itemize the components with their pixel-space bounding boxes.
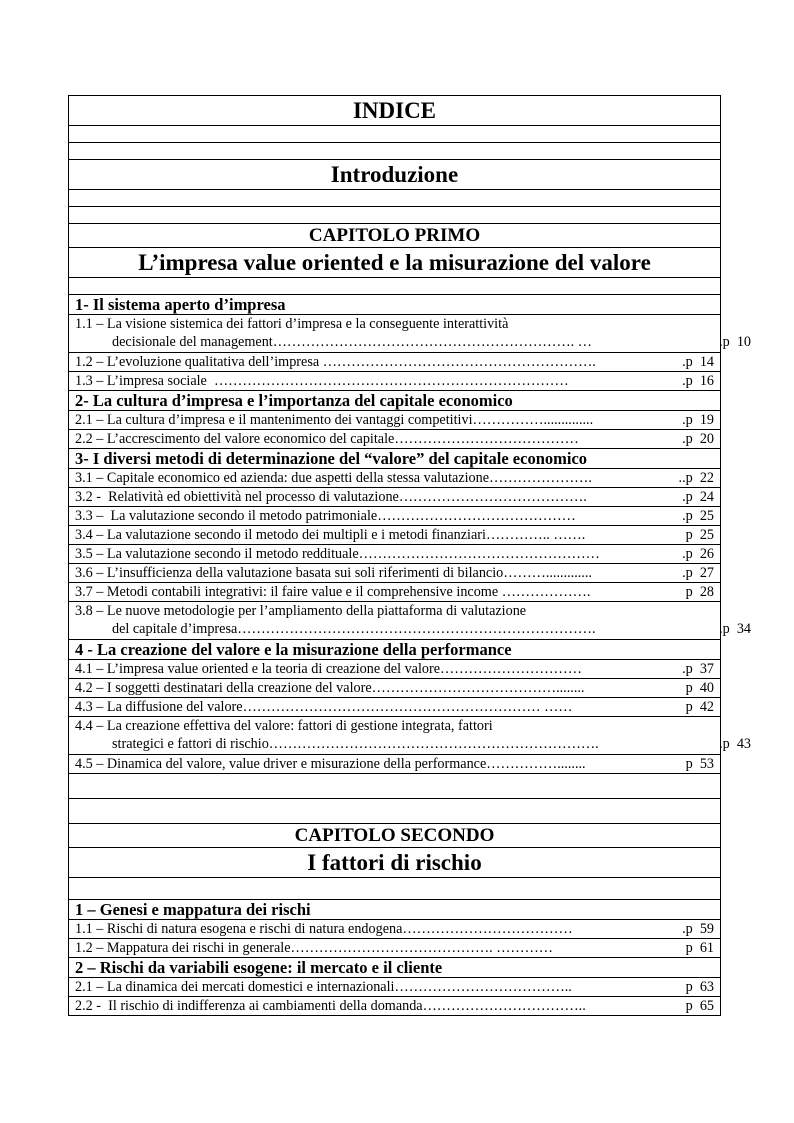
entry-page: .p 27: [682, 564, 714, 581]
entry-page: ..p 22: [678, 469, 714, 486]
toc-entry: [69, 526, 721, 545]
toc-entry: [69, 602, 721, 640]
toc-entry: [69, 755, 721, 774]
toc-entry: [69, 583, 721, 602]
toc-entry: [69, 488, 721, 507]
toc-entry: [69, 315, 721, 353]
chapter-title-row: [69, 848, 721, 878]
table-of-contents: [68, 95, 751, 1016]
entry-page: p 28: [685, 583, 714, 600]
entry-leader: ………………………………….: [398, 488, 587, 505]
entry-title: 3.6 – L’insufficienza della valutazione basata sui soli riferimenti di bilancio: [75, 564, 504, 581]
chapter-title: L’impresa value oriented e la misurazione del valore: [69, 248, 721, 278]
entry-title: 2.2 - Il rischio di indifferenza ai cambiamenti della domanda: [75, 997, 423, 1014]
section-row: [69, 295, 721, 315]
section-title: 2- La cultura d’impresa e l’importanza del capitale economico: [69, 391, 721, 411]
chapter-heading-row: [69, 224, 721, 248]
entry-title: 1.3 – L’impresa sociale: [75, 372, 214, 389]
entry-title: 2.1 – La cultura d’impresa e il mantenimento dei vantaggi competitivi: [75, 411, 473, 428]
entry-leader: ……………………………………………: [358, 545, 600, 562]
entry-title: 1.2 – Mappatura dei rischi in generale: [75, 939, 291, 956]
entry-leader: ……………………………………………………… ……: [242, 698, 573, 715]
entry-title: del capitale d’impresa: [112, 620, 238, 637]
toc-entry: [69, 469, 721, 488]
section-title: 3- I diversi metodi di determinazione del “valore” del capitale economico: [69, 449, 721, 469]
entry-leader: ……………………………..: [422, 997, 586, 1014]
toc-entry: [69, 430, 721, 449]
chapter-heading-row: [69, 824, 721, 848]
entry-page: .p 14: [682, 353, 714, 370]
toc-entry: [69, 920, 721, 939]
toc-entry: [69, 698, 721, 717]
entry-leader: ………….. …….: [485, 526, 586, 543]
entry-page: .p 10: [719, 333, 751, 350]
section-title: 1 – Genesi e mappatura dei rischi: [69, 900, 721, 920]
blank-row: [69, 126, 721, 143]
blank-row: [69, 207, 721, 224]
section-title: 1- Il sistema aperto d’impresa: [69, 295, 721, 315]
blank-row: [69, 799, 721, 824]
toc-entry: [69, 372, 721, 391]
entry-title: 1.2 – L’evoluzione qualitativa dell’impresa: [75, 353, 323, 370]
entry-leader: ………………………………………………………. …: [272, 333, 592, 350]
toc-entry: [69, 679, 721, 698]
section-row: [69, 640, 721, 660]
entry-leader: …………………………………………………………………: [213, 372, 569, 389]
toc-entry: [69, 997, 721, 1016]
entry-title: 3.7 – Metodi contabili integrativi: il faire value e il comprehensive income: [75, 583, 502, 600]
section-row: [69, 449, 721, 469]
entry-page: .p 20: [682, 430, 714, 447]
chapter-title-row: [69, 248, 721, 278]
entry-page: .p 24: [682, 488, 714, 505]
entry-leader: ……………….: [501, 583, 591, 600]
toc-entry: [69, 545, 721, 564]
entry-title: 2.1 – La dinamica dei mercati domestici e internazionali: [75, 978, 395, 995]
entry-page: .p 19: [682, 411, 714, 428]
blank-row: [69, 878, 721, 900]
entry-title: 3.1 – Capitale economico ed azienda: due aspetti della stessa valutazione: [75, 469, 490, 486]
index-title-row: [69, 96, 721, 126]
toc-entry: [69, 978, 721, 997]
section-title: 2 – Rischi da variabili esogene: il mercato e il cliente: [69, 958, 721, 978]
entry-leader: …………………………: [440, 660, 582, 677]
entry-title: 4.5 – Dinamica del valore, value driver e misurazione della performance: [75, 755, 487, 772]
entry-leader: ………………….: [489, 469, 592, 486]
entry-page: p 25: [685, 526, 714, 543]
entry-title: decisionale del management: [112, 333, 273, 350]
entry-title: 4.1 – L’impresa value oriented e la teoria di creazione del valore: [75, 660, 441, 677]
toc-entry: [69, 411, 721, 430]
section-row: [69, 391, 721, 411]
entry-leader: ………………………………………………………………….: [237, 620, 596, 637]
entry-title: 3.2 - Relatività ed obiettività nel processo di valutazione: [75, 488, 399, 505]
index-title: INDICE: [69, 96, 721, 126]
entry-leader: ……………………………………. …………: [290, 939, 553, 956]
entry-page: p 61: [685, 939, 714, 956]
entry-title: 4.3 – La diffusione del valore: [75, 698, 243, 715]
entry-leader: …………………………………: [394, 430, 579, 447]
section-title: 4 - La creazione del valore e la misurazione della performance: [69, 640, 721, 660]
toc-entry: [69, 939, 721, 958]
entry-title: 4.2 – I soggetti destinatari della creazione del valore: [75, 679, 372, 696]
toc-entry: [69, 564, 721, 583]
entry-page: .p 34: [719, 620, 751, 637]
entry-page: p 42: [685, 698, 714, 715]
entry-leader: ………………………………: [402, 920, 573, 937]
entry-title-line: 3.8 – Le nuove metodologie per l’ampliamento della piattaforma di valutazione: [75, 603, 527, 619]
entry-page: p 65: [685, 997, 714, 1014]
entry-page: p 53: [685, 755, 714, 772]
entry-leader: ……………………………………: [377, 507, 576, 524]
entry-leader: …………………………………………………………….: [268, 735, 599, 752]
chapter-heading: CAPITOLO PRIMO: [69, 224, 721, 248]
entry-title: 3.4 – La valutazione secondo il metodo dei multipli e i metodi finanziari: [75, 526, 486, 543]
entry-leader: ……………..............: [472, 411, 594, 428]
blank-row: [69, 143, 721, 160]
entry-title-line: 1.1 – La visione sistemica dei fattori d’impresa e la conseguente interattività: [75, 316, 509, 332]
entry-leader: ……….............: [503, 564, 592, 581]
blank-row: [69, 774, 721, 799]
toc-entry: [69, 353, 721, 372]
entry-page: p 63: [685, 978, 714, 995]
toc-entry: [69, 660, 721, 679]
entry-title: 3.5 – La valutazione secondo il metodo reddituale: [75, 545, 359, 562]
entry-leader: …………………………………........: [371, 679, 585, 696]
section-row: [69, 900, 721, 920]
entry-page: .p 59: [682, 920, 714, 937]
entry-title: 2.2 – L’accrescimento del valore economico del capitale: [75, 430, 395, 447]
entry-page: p 40: [685, 679, 714, 696]
intro-title: Introduzione: [69, 160, 721, 190]
entry-title: 3.3 – La valutazione secondo il metodo patrimoniale: [75, 507, 378, 524]
toc-entry: [69, 717, 721, 755]
entry-page: .p 37: [682, 660, 714, 677]
entry-page: .p 16: [682, 372, 714, 389]
chapter-title: I fattori di rischio: [69, 848, 721, 878]
intro-title-row: [69, 160, 721, 190]
blank-row: [69, 190, 721, 207]
entry-title: strategici e fattori di rischio: [112, 735, 269, 752]
blank-row: [69, 278, 721, 295]
entry-leader: ……………........: [486, 755, 586, 772]
chapter-heading: CAPITOLO SECONDO: [69, 824, 721, 848]
entry-page: .p 25: [682, 507, 714, 524]
entry-leader: ………………………………………………….: [322, 353, 596, 370]
entry-page: .p 26: [682, 545, 714, 562]
entry-leader: ………………………………..: [394, 978, 572, 995]
toc-entry: [69, 507, 721, 526]
entry-page: .p 43: [719, 735, 751, 752]
entry-title-line: 4.4 – La creazione effettiva del valore: fattori di gestione integrata, fattori: [75, 718, 493, 734]
section-row: [69, 958, 721, 978]
entry-title: 1.1 – Rischi di natura esogena e rischi di natura endogena: [75, 920, 403, 937]
